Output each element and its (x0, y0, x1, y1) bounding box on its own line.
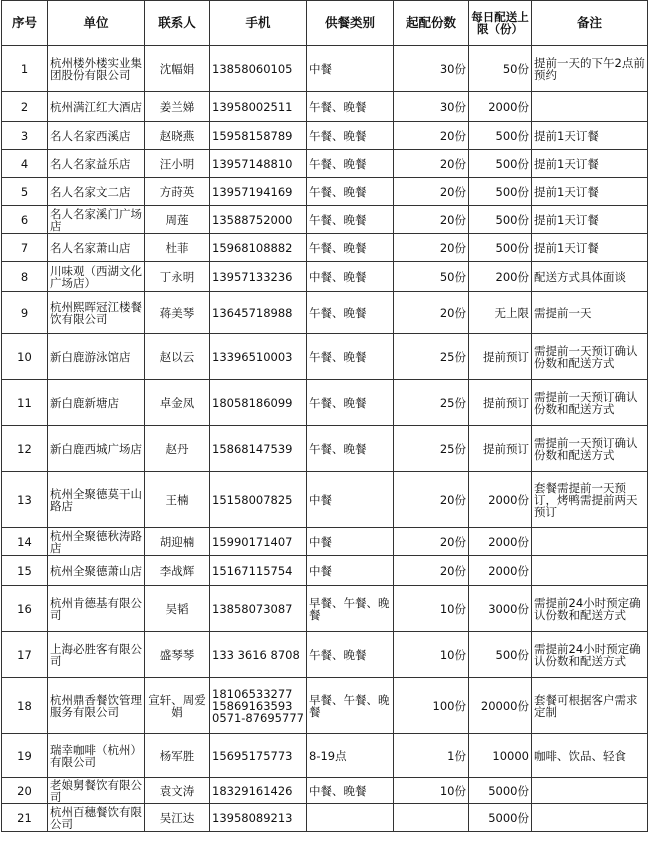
cell-note (532, 92, 648, 122)
cell-contact: 赵丹 (145, 426, 210, 472)
cell-no: 15 (2, 556, 48, 586)
cell-no: 16 (2, 586, 48, 632)
cell-note: 咖啡、饮品、轻食 (532, 734, 648, 778)
cell-note: 提前1天订餐 (532, 206, 648, 234)
header-contact: 联系人 (145, 1, 210, 46)
cell-phone: 15868147539 (210, 426, 307, 472)
cell-meal (307, 804, 394, 832)
cell-note (532, 804, 648, 832)
cell-contact: 赵晓燕 (145, 122, 210, 150)
cell-contact: 卓金凤 (145, 380, 210, 426)
cell-unit: 川味观（西湖文化广场店） (48, 262, 145, 292)
cell-meal: 中餐 (307, 528, 394, 556)
cell-note: 提前1天订餐 (532, 150, 648, 178)
cell-max: 提前预订 (469, 380, 532, 426)
cell-contact: 盛琴琴 (145, 632, 210, 678)
cell-unit: 杭州肯德基有限公司 (48, 586, 145, 632)
cell-unit: 老娘舅餐饮有限公司 (48, 778, 145, 804)
cell-meal: 中餐 (307, 46, 394, 92)
cell-unit: 杭州鼎香餐饮管理服务有限公司 (48, 678, 145, 734)
header-min: 起配份数 (394, 1, 469, 46)
cell-unit: 名人名家溪门广场店 (48, 206, 145, 234)
cell-max: 500份 (469, 206, 532, 234)
cell-min: 1份 (394, 734, 469, 778)
cell-contact: 方莳英 (145, 178, 210, 206)
table-row (2, 380, 648, 426)
cell-note (532, 528, 648, 556)
cell-no: 5 (2, 178, 48, 206)
cell-max: 2000份 (469, 92, 532, 122)
cell-phone: 15968108882 (210, 234, 307, 262)
cell-note: 提前1天订餐 (532, 122, 648, 150)
header-max: 每日配送上限（份） (469, 1, 532, 46)
cell-min: 20份 (394, 206, 469, 234)
cell-unit: 杭州楼外楼实业集团股份有限公司 (48, 46, 145, 92)
table-row (2, 234, 648, 262)
cell-max: 20000份 (469, 678, 532, 734)
cell-max: 500份 (469, 178, 532, 206)
cell-no: 1 (2, 46, 48, 92)
cell-min: 50份 (394, 262, 469, 292)
cell-meal: 午餐、晚餐 (307, 292, 394, 334)
cell-max: 5000份 (469, 778, 532, 804)
cell-contact: 沈幅娟 (145, 46, 210, 92)
catering-table (1, 0, 648, 832)
cell-max: 10000 (469, 734, 532, 778)
cell-phone: 133 3616 8708 (210, 632, 307, 678)
cell-max: 提前预订 (469, 426, 532, 472)
cell-unit: 杭州全聚德莫干山路店 (48, 472, 145, 528)
cell-contact: 宣轩、周爱娟 (145, 678, 210, 734)
cell-meal: 早餐、午餐、晚餐 (307, 586, 394, 632)
table-row (2, 150, 648, 178)
cell-phone: 13396510003 (210, 334, 307, 380)
cell-contact: 杜菲 (145, 234, 210, 262)
cell-min: 20份 (394, 528, 469, 556)
cell-max: 5000份 (469, 804, 532, 832)
cell-phone: 15958158789 (210, 122, 307, 150)
header-row (2, 1, 648, 46)
cell-no: 21 (2, 804, 48, 832)
cell-note (532, 556, 648, 586)
cell-max: 500份 (469, 632, 532, 678)
cell-no: 6 (2, 206, 48, 234)
cell-unit: 杭州熙晖冠江楼餐饮有限公司 (48, 292, 145, 334)
cell-contact: 汪小明 (145, 150, 210, 178)
cell-meal: 午餐、晚餐 (307, 380, 394, 426)
cell-note: 需提前一天预订确认份数和配送方式 (532, 334, 648, 380)
cell-contact: 丁永明 (145, 262, 210, 292)
cell-no: 3 (2, 122, 48, 150)
cell-note: 需提前一天 (532, 292, 648, 334)
cell-phone: 13588752000 (210, 206, 307, 234)
table-row (2, 46, 648, 92)
table-row (2, 586, 648, 632)
cell-no: 2 (2, 92, 48, 122)
table-row (2, 178, 648, 206)
cell-min: 20份 (394, 234, 469, 262)
cell-meal: 中餐 (307, 556, 394, 586)
cell-contact: 杨军胜 (145, 734, 210, 778)
cell-max: 200份 (469, 262, 532, 292)
cell-max: 2000份 (469, 472, 532, 528)
cell-unit: 杭州全聚德秋涛路店 (48, 528, 145, 556)
cell-unit: 新白鹿西城广场店 (48, 426, 145, 472)
cell-contact: 周莲 (145, 206, 210, 234)
cell-max: 500份 (469, 234, 532, 262)
cell-max: 500份 (469, 122, 532, 150)
table-row (2, 262, 648, 292)
cell-contact: 王楠 (145, 472, 210, 528)
cell-min: 30份 (394, 92, 469, 122)
cell-min: 100份 (394, 678, 469, 734)
table-row (2, 292, 648, 334)
cell-min: 10份 (394, 586, 469, 632)
cell-min: 25份 (394, 380, 469, 426)
cell-min (394, 804, 469, 832)
cell-phone: 18058186099 (210, 380, 307, 426)
cell-meal: 午餐、晚餐 (307, 178, 394, 206)
table-row (2, 122, 648, 150)
table-row (2, 556, 648, 586)
cell-phone: 15158007825 (210, 472, 307, 528)
cell-meal: 午餐、晚餐 (307, 122, 394, 150)
cell-no: 4 (2, 150, 48, 178)
cell-phone: 13957148810 (210, 150, 307, 178)
cell-meal: 午餐、晚餐 (307, 206, 394, 234)
cell-no: 7 (2, 234, 48, 262)
cell-contact: 赵以云 (145, 334, 210, 380)
cell-phone: 13958002511 (210, 92, 307, 122)
table-row (2, 778, 648, 804)
cell-meal: 午餐、晚餐 (307, 92, 394, 122)
cell-min: 10份 (394, 778, 469, 804)
table-row (2, 632, 648, 678)
cell-min: 25份 (394, 334, 469, 380)
cell-meal: 8-19点 (307, 734, 394, 778)
table-row (2, 734, 648, 778)
table-row (2, 804, 648, 832)
table-row (2, 528, 648, 556)
cell-unit: 新白鹿游泳馆店 (48, 334, 145, 380)
cell-unit: 杭州满江红大酒店 (48, 92, 145, 122)
header-phone: 手机 (210, 1, 307, 46)
cell-min: 10份 (394, 632, 469, 678)
cell-note: 套餐需提前一天预订，烤鸭需提前两天预订 (532, 472, 648, 528)
cell-meal: 午餐、晚餐 (307, 150, 394, 178)
cell-unit: 名人名家西溪店 (48, 122, 145, 150)
cell-contact: 李战辉 (145, 556, 210, 586)
cell-meal: 早餐、午餐、晚餐 (307, 678, 394, 734)
cell-meal: 中餐、晚餐 (307, 778, 394, 804)
cell-min: 20份 (394, 122, 469, 150)
cell-note: 需提前一天预订确认份数和配送方式 (532, 426, 648, 472)
cell-phone: 13858060105 (210, 46, 307, 92)
cell-contact: 吴韬 (145, 586, 210, 632)
cell-no: 10 (2, 334, 48, 380)
cell-contact: 袁文涛 (145, 778, 210, 804)
cell-max: 2000份 (469, 556, 532, 586)
cell-min: 25份 (394, 426, 469, 472)
cell-no: 8 (2, 262, 48, 292)
cell-note: 配送方式具体面谈 (532, 262, 648, 292)
cell-no: 13 (2, 472, 48, 528)
cell-note: 需提前24小时预定确认份数和配送方式 (532, 586, 648, 632)
cell-note: 需提前一天预订确认份数和配送方式 (532, 380, 648, 426)
cell-note: 提前1天订餐 (532, 178, 648, 206)
cell-no: 12 (2, 426, 48, 472)
cell-no: 14 (2, 528, 48, 556)
cell-no: 18 (2, 678, 48, 734)
table-row (2, 678, 648, 734)
cell-meal: 中餐 (307, 472, 394, 528)
header-no: 序号 (2, 1, 48, 46)
table-row (2, 334, 648, 380)
cell-phone: 18329161426 (210, 778, 307, 804)
cell-contact: 姜兰娣 (145, 92, 210, 122)
cell-meal: 午餐、晚餐 (307, 632, 394, 678)
table-row (2, 92, 648, 122)
cell-no: 9 (2, 292, 48, 334)
cell-unit: 杭州百穗餐饮有限公司 (48, 804, 145, 832)
cell-no: 19 (2, 734, 48, 778)
cell-note: 套餐可根据客户需求定制 (532, 678, 648, 734)
cell-unit: 上海必胜客有限公司 (48, 632, 145, 678)
cell-phone: 13957133236 (210, 262, 307, 292)
cell-note (532, 778, 648, 804)
cell-note: 提前1天订餐 (532, 234, 648, 262)
cell-contact: 吴江达 (145, 804, 210, 832)
header-meal: 供餐类别 (307, 1, 394, 46)
cell-meal: 午餐、晚餐 (307, 234, 394, 262)
cell-meal: 午餐、晚餐 (307, 426, 394, 472)
cell-contact: 蒋美琴 (145, 292, 210, 334)
cell-note: 提前一天的下午2点前预约 (532, 46, 648, 92)
cell-meal: 午餐、晚餐 (307, 334, 394, 380)
cell-max: 提前预订 (469, 334, 532, 380)
header-note: 备注 (532, 1, 648, 46)
cell-phone: 13645718988 (210, 292, 307, 334)
cell-min: 20份 (394, 292, 469, 334)
cell-unit: 名人名家文二店 (48, 178, 145, 206)
cell-unit: 瑞幸咖啡（杭州）有限公司 (48, 734, 145, 778)
cell-unit: 新白鹿新塘店 (48, 380, 145, 426)
cell-phone: 13958089213 (210, 804, 307, 832)
cell-meal: 中餐、晚餐 (307, 262, 394, 292)
table-row (2, 426, 648, 472)
cell-no: 20 (2, 778, 48, 804)
cell-no: 11 (2, 380, 48, 426)
cell-min: 20份 (394, 178, 469, 206)
cell-min: 20份 (394, 150, 469, 178)
cell-unit: 杭州全聚德萧山店 (48, 556, 145, 586)
cell-max: 无上限 (469, 292, 532, 334)
cell-min: 30份 (394, 46, 469, 92)
cell-phone: 18106533277 15869163593 0571-87695777 (210, 678, 307, 734)
cell-phone: 13858073087 (210, 586, 307, 632)
header-unit: 单位 (48, 1, 145, 46)
cell-no: 17 (2, 632, 48, 678)
cell-max: 2000份 (469, 528, 532, 556)
cell-contact: 胡迎楠 (145, 528, 210, 556)
cell-phone: 15695175773 (210, 734, 307, 778)
cell-min: 20份 (394, 556, 469, 586)
cell-phone: 15990171407 (210, 528, 307, 556)
cell-unit: 名人名家萧山店 (48, 234, 145, 262)
cell-phone: 15167115754 (210, 556, 307, 586)
table-row (2, 472, 648, 528)
cell-phone: 13957194169 (210, 178, 307, 206)
cell-max: 3000份 (469, 586, 532, 632)
cell-max: 50份 (469, 46, 532, 92)
table-row (2, 206, 648, 234)
cell-max: 500份 (469, 150, 532, 178)
cell-unit: 名人名家益乐店 (48, 150, 145, 178)
cell-note: 需提前24小时预定确认份数和配送方式 (532, 632, 648, 678)
cell-min: 20份 (394, 472, 469, 528)
